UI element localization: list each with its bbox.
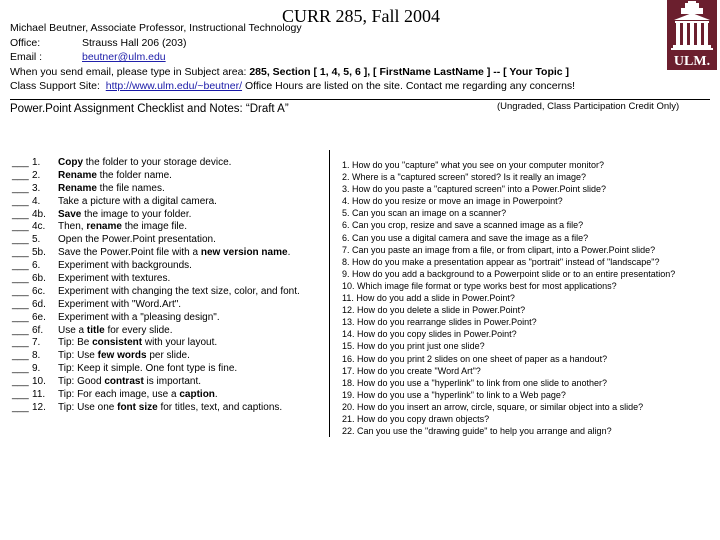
ulm-logo — [667, 0, 717, 70]
item-number: 4c. — [32, 221, 46, 233]
support-line — [10, 79, 630, 94]
question-item: 7. Can you paste an image from a file, or from clipart, into a Power.Point slide? — [342, 244, 656, 255]
checklist-item — [12, 234, 300, 247]
checkbox-blank: ___ — [12, 363, 29, 375]
item-text-end: the file names. — [96, 182, 165, 194]
support-suffix: Office Hours are listed on the site. Contact me regarding any concerns! — [244, 80, 576, 92]
question-item: 6. Can you crop, resize and save a scanned image as a file? — [342, 220, 584, 231]
item-text-end: . — [214, 389, 218, 401]
item-emphasis: caption — [179, 389, 215, 401]
item-text-end: . — [287, 247, 291, 259]
subject-prefix: When you send email, please type in Subject area: — [10, 65, 247, 78]
question-item: 1. How do you "capture" what you see on your computer monitor? — [342, 160, 605, 170]
question-item: 11. How do you add a slide in Power.Point? — [342, 293, 515, 304]
checkbox-blank: ___ — [12, 311, 29, 323]
office-value: Strauss Hall 206 (203) — [82, 36, 187, 49]
item-text: Tip: For each image, use a — [58, 389, 180, 401]
item-text: Tip: Use — [58, 350, 98, 362]
item-number: 12. — [32, 401, 46, 413]
subject-line — [10, 65, 630, 80]
item-text: Tip: Be — [58, 337, 93, 349]
question-item: 8. How do you make a presentation appear as "portrait" instead of "landscape"? — [342, 256, 660, 267]
email-label: Email : — [10, 51, 43, 63]
item-text: Tip: Good — [58, 376, 105, 388]
item-text: Experiment with "Word.Art". — [58, 298, 182, 310]
item-number: 4b. — [32, 208, 46, 220]
checklist-item — [12, 337, 300, 350]
checklist-item — [12, 312, 300, 325]
item-number: 6. — [32, 260, 41, 272]
question-item: 22. Can you use the "drawing guide" to help you arrange and align? — [342, 426, 612, 437]
item-text: Use a — [58, 324, 87, 336]
checkbox-blank: ___ — [12, 350, 29, 362]
email-line — [10, 50, 630, 65]
office-label: Office: — [10, 36, 41, 49]
item-number: 7. — [32, 337, 41, 349]
question-item: 16. How do you print 2 slides on one sheet of paper as a handout? — [342, 353, 608, 364]
item-number: 5. — [32, 234, 41, 246]
checkbox-blank: ___ — [12, 285, 29, 297]
question-list — [342, 159, 675, 437]
question-item: 19. How do you use a "hyperlink" to link to a Web page? — [342, 389, 566, 400]
item-emphasis: new version name — [200, 247, 288, 259]
item-text-end: for titles, text, and captions. — [157, 401, 283, 413]
checklist-item — [12, 376, 300, 389]
section-title: Power.Point Assignment Checklist and Notes: “Draft A” — [10, 103, 289, 115]
checkbox-blank: ___ — [12, 157, 29, 168]
question-item: 10. Which image file format or type works best for most applications? — [342, 280, 617, 291]
item-text-end: with your layout. — [142, 337, 218, 349]
item-number: 11. — [32, 389, 46, 401]
item-emphasis: consistent — [92, 337, 143, 349]
item-text: Then, — [58, 221, 87, 233]
question-item: 3. How do you paste a "captured screen" into a Power.Point slide? — [342, 184, 607, 195]
question-item: 21. How do you copy drawn objects? — [342, 413, 490, 424]
course-title: CURR 285, Fall 2004 — [282, 6, 441, 26]
question-item: 17. How do you create "Word Art"? — [342, 365, 481, 376]
item-text: Tip: Keep it simple. One font type is fine. — [58, 363, 238, 375]
item-text-end: for every slide. — [104, 324, 173, 336]
item-text-end: the folder name. — [96, 169, 172, 181]
checkbox-blank: ___ — [12, 324, 29, 336]
item-number: 3. — [32, 182, 41, 194]
item-text: Experiment with changing the text size, color, and font. — [58, 285, 300, 297]
checklist-item — [12, 273, 300, 286]
checklist-item — [12, 350, 300, 363]
header-divider — [10, 99, 710, 100]
item-number: 6e. — [32, 311, 46, 323]
office-line — [10, 36, 630, 51]
instructor-line: Michael Beutner, Associate Professor, Instructional Technology — [10, 22, 302, 34]
checklist-item — [12, 247, 300, 260]
item-emphasis: Save — [58, 208, 82, 220]
question-item: 2. Where is a "captured screen" stored? Is it really an image? — [342, 172, 587, 183]
question-item: 5. Can you scan an image on a scanner? — [342, 208, 507, 219]
checklist-item — [12, 402, 300, 415]
item-number: 2. — [32, 169, 41, 181]
question-item: 9. How do you add a background to a Powerpoint slide or to an entire presentation? — [342, 268, 676, 279]
checklist-item — [12, 183, 300, 196]
item-text: Experiment with a "pleasing design". — [58, 311, 220, 323]
ungraded-note: (Ungraded, Class Participation Credit Only) — [497, 101, 680, 112]
checkbox-blank: ___ — [12, 208, 29, 220]
question-item: 6. Can you use a digital camera and save the image as a file? — [342, 232, 589, 243]
checkbox-blank: ___ — [12, 337, 29, 349]
item-number: 10. — [32, 376, 46, 388]
item-text: Experiment with textures. — [58, 273, 171, 285]
checklist-item — [12, 286, 300, 299]
support-site-link[interactable]: http://www.ulm.edu/~beutner/ — [105, 80, 243, 92]
item-number: 6c. — [32, 285, 46, 297]
ulm-logo-graphic — [667, 0, 717, 70]
support-label: Class Support Site: — [10, 80, 100, 92]
checkbox-blank: ___ — [12, 298, 29, 310]
item-emphasis: contrast — [104, 376, 144, 388]
checklist-item — [12, 260, 300, 273]
item-number: 1. — [32, 157, 41, 168]
checkbox-blank: ___ — [12, 376, 29, 388]
checkbox-blank: ___ — [12, 221, 29, 233]
question-item: 18. How do you use a "hyperlink" to link from one slide to another? — [342, 377, 608, 388]
question-item: 4. How do you resize or move an image in Powerpoint? — [342, 196, 563, 207]
item-text: Tip: Use one — [58, 401, 118, 413]
item-text-end: the image file. — [121, 221, 187, 233]
checkbox-blank: ___ — [12, 234, 29, 246]
question-item: 20. How do you insert an arrow, circle, square, or similar object into a slide? — [342, 401, 644, 412]
item-text: Take a picture with a digital camera. — [58, 195, 217, 207]
email-link[interactable]: beutner@ulm.edu — [82, 51, 166, 63]
checklist-item — [12, 389, 300, 402]
item-number: 5b. — [32, 247, 46, 259]
item-emphasis: Copy — [58, 157, 83, 168]
checklist-item — [12, 363, 300, 376]
item-emphasis: Rename — [58, 169, 97, 181]
item-text-end: the folder to your storage device. — [83, 157, 232, 168]
course-info — [10, 21, 630, 94]
item-text: Open the Power.Point presentation. — [58, 234, 216, 246]
item-emphasis: Rename — [58, 182, 97, 194]
item-emphasis: font size — [117, 401, 158, 413]
question-item: 14. How do you copy slides in Power.Point? — [342, 329, 517, 340]
checkbox-blank: ___ — [12, 169, 29, 181]
item-text-end: the image to your folder. — [81, 208, 192, 220]
item-number: 6f. — [32, 324, 44, 336]
checklist-item — [12, 196, 300, 209]
item-number: 6b. — [32, 273, 46, 285]
checkbox-blank: ___ — [12, 247, 29, 259]
item-number: 6d. — [32, 298, 46, 310]
item-emphasis: rename — [86, 221, 122, 233]
item-number: 4. — [32, 195, 41, 207]
checklist-item — [12, 209, 300, 222]
item-text: Save the Power.Point file with a — [58, 247, 201, 259]
column-divider — [329, 150, 330, 437]
question-item: 12. How do you delete a slide in Power.Point? — [342, 305, 526, 316]
item-text-end: is important. — [143, 376, 202, 388]
logo-text: ULM. — [673, 54, 711, 69]
checkbox-blank: ___ — [12, 260, 29, 272]
checkbox-blank: ___ — [12, 273, 29, 285]
checklist-item — [12, 325, 300, 338]
question-item: 13. How do you rearrange slides in Power.Point? — [342, 317, 537, 328]
checklist — [12, 157, 300, 415]
item-emphasis: title — [86, 324, 105, 336]
item-number: 9. — [32, 363, 41, 375]
item-text: Experiment with backgrounds. — [58, 260, 192, 272]
checkbox-blank: ___ — [12, 401, 29, 413]
checklist-item — [12, 170, 300, 183]
checklist-item — [12, 299, 300, 312]
item-emphasis: few words — [97, 350, 147, 362]
checkbox-blank: ___ — [12, 182, 29, 194]
checklist-item — [12, 157, 300, 170]
subject-format: 285, Section [ 1, 4, 5, 6 ], [ FirstName LastName ] -- [ Your Topic ] — [249, 65, 570, 78]
checkbox-blank: ___ — [12, 195, 29, 207]
checklist-item — [12, 221, 300, 234]
checkbox-blank: ___ — [12, 389, 29, 401]
item-text-end: per slide. — [146, 350, 190, 362]
question-item: 15. How do you print just one slide? — [342, 341, 485, 352]
item-number: 8. — [32, 350, 41, 362]
